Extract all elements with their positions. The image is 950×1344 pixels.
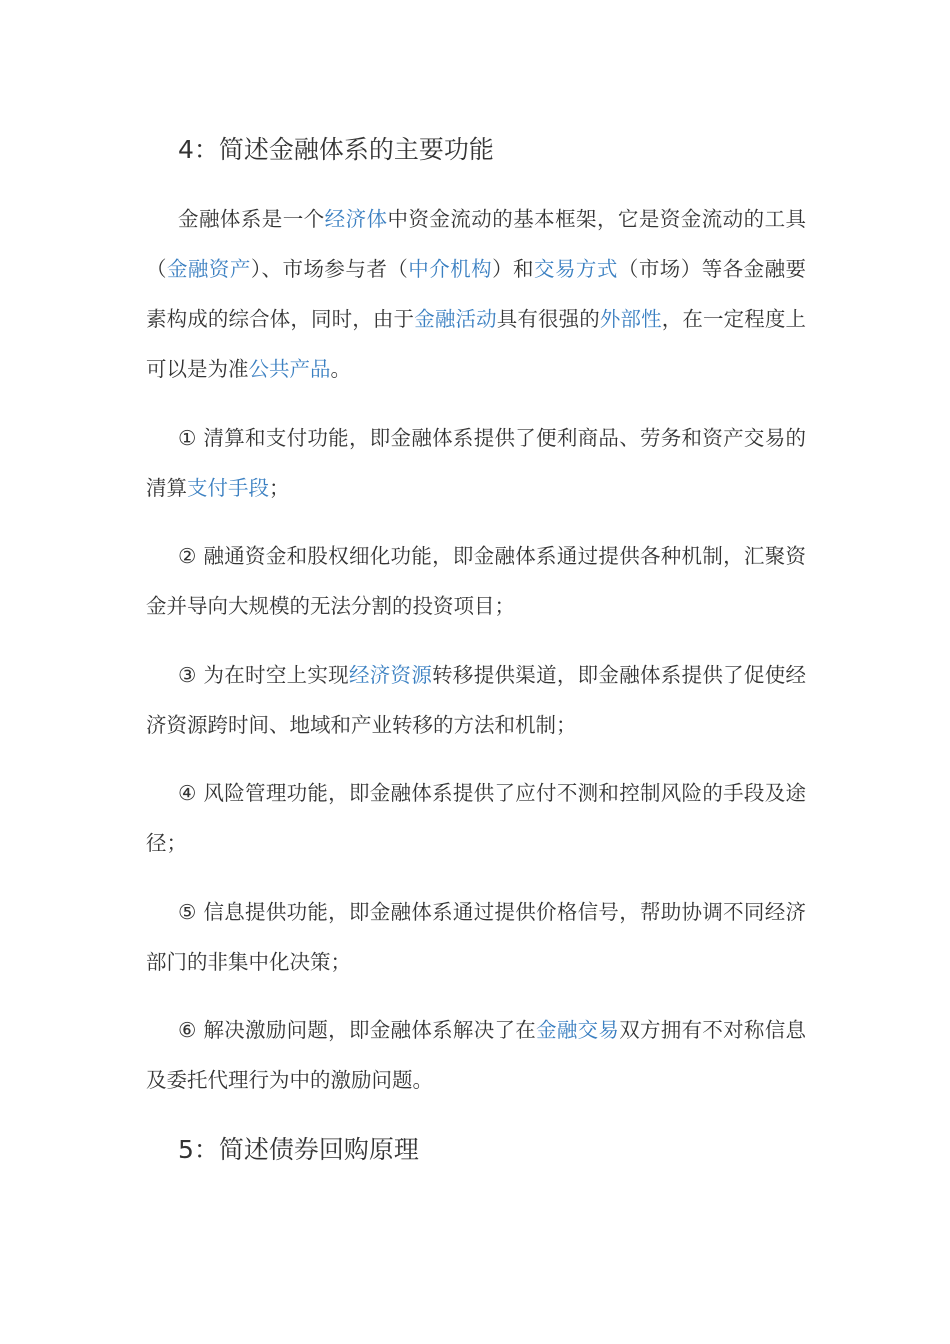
paragraph-text: 具有很强的: [496, 307, 600, 331]
paragraph-text: ）和: [492, 257, 535, 281]
hyperlink[interactable]: 金融资产: [166, 257, 251, 281]
hyperlink[interactable]: 外部性: [599, 307, 662, 331]
paragraph-text: 中资金流动的基本框架，它是资金流动的工具（: [146, 207, 807, 281]
section-heading-5: 5：简述债券回购原理: [178, 1135, 419, 1164]
section-heading-4: 4：简述金融体系的主要功能: [178, 135, 494, 164]
paragraph-text: ，在一定程度上可以是为准: [146, 307, 807, 381]
paragraph-text: 金融体系是一个: [178, 207, 325, 231]
function-item-5: [146, 887, 806, 987]
paragraph-text: 双方拥有不对称信息及委托代理行为中的激励问题。: [146, 1018, 807, 1092]
function-item-1: [146, 413, 806, 513]
paragraph-text: ⑥ 解决激励问题，即金融体系解决了在: [178, 1018, 537, 1042]
hyperlink[interactable]: 支付手段: [187, 476, 269, 500]
paragraph-text: （市场）等各金融要素构成的综合体，同时，由于: [146, 257, 807, 331]
hyperlink[interactable]: 金融活动: [414, 307, 497, 331]
paragraph-text: ③ 为在时空上实现: [178, 663, 349, 687]
paragraph-text: ；: [269, 476, 290, 500]
hyperlink[interactable]: 金融交易: [536, 1018, 620, 1042]
paragraph-text: 。: [330, 357, 351, 381]
hyperlink[interactable]: 公共产品: [248, 357, 331, 381]
paragraph-text: 转移提供渠道，即金融体系提供了促使经济资源跨时间、地域和产业转移的方法和机制；: [146, 663, 807, 737]
hyperlink[interactable]: 经济体: [324, 207, 388, 231]
paragraph-text: ⑤ 信息提供功能，即金融体系通过提供价格信号，帮助协调不同经济部门的非集中化决策；: [146, 900, 806, 974]
paragraph-text: ④ 风险管理功能，即金融体系提供了应付不测和控制风险的手段及途径；: [146, 781, 806, 855]
paragraph-text: ）、市场参与者（: [250, 257, 409, 281]
hyperlink[interactable]: 经济资源: [348, 663, 433, 687]
paragraph-text: ② 融通资金和股权细化功能，即金融体系通过提供各种机制，汇聚资金并导向大规模的无法分割的投资项目；: [146, 544, 806, 618]
paragraph-text: ① 清算和支付功能，即金融体系提供了便利商品、劳务和资产交易的清算: [146, 426, 806, 500]
function-item-6: [146, 1005, 806, 1105]
hyperlink[interactable]: 交易方式: [534, 257, 618, 281]
intro-paragraph: [146, 194, 806, 394]
function-item-3: [146, 650, 806, 750]
hyperlink[interactable]: 中介机构: [408, 257, 493, 281]
function-item-4: [146, 768, 806, 868]
function-item-2: [146, 531, 806, 631]
